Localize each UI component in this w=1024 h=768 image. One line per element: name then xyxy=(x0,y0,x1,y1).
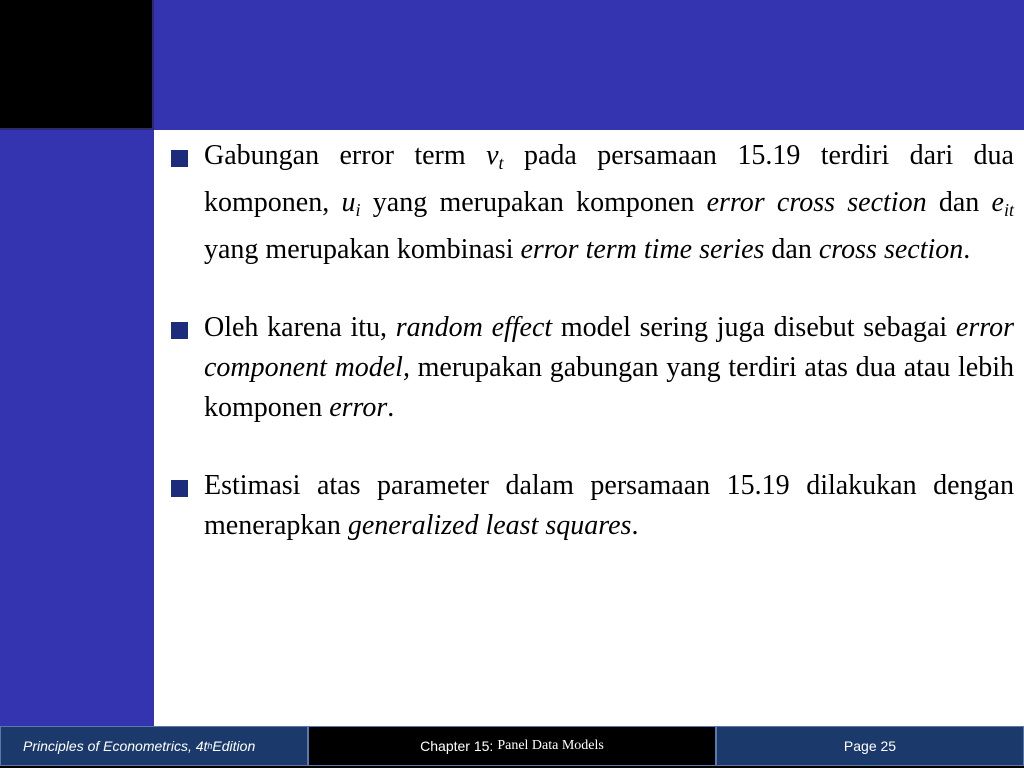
slide-content xyxy=(154,130,1024,726)
corner-block xyxy=(0,0,154,130)
bullet-item-2 xyxy=(168,308,1014,428)
text-span: Gabungan error term xyxy=(204,140,487,171)
math-v: v xyxy=(486,140,499,171)
italic-term: error cross section xyxy=(706,187,927,218)
italic-term: generalized least squares xyxy=(347,510,632,541)
text-span: . xyxy=(963,234,971,265)
footer-superscript: h xyxy=(207,741,213,751)
italic-term: error term time series xyxy=(520,234,765,265)
text-span: yang merupakan komponen xyxy=(360,187,707,218)
footer-chapter xyxy=(308,726,716,766)
math-subscript: it xyxy=(1003,200,1014,220)
math-subscript: i xyxy=(355,200,361,220)
italic-term: error xyxy=(329,392,388,423)
text-span: Estimasi atas parameter dalam persamaan 15.19 dilakukan dengan menerapkan xyxy=(204,470,1014,541)
text-span: dan xyxy=(926,187,992,218)
text-span: dan xyxy=(764,234,819,265)
bullet-item-1 xyxy=(168,136,1014,270)
text-span: . xyxy=(631,510,639,541)
italic-term: cross section xyxy=(818,234,964,265)
text-span: . xyxy=(387,392,395,423)
footer-book-text: Principles of Econometrics, 4t xyxy=(23,738,208,754)
text-span: merupakan gabungan yang terdiri atas dua atau lebih komponen xyxy=(204,352,1014,423)
text-span: model sering juga disebut sebagai xyxy=(552,312,956,343)
footer-edition-text: Edition xyxy=(212,738,256,754)
footer-book-title xyxy=(0,726,308,766)
math-e: e xyxy=(991,187,1004,218)
footer-page-number xyxy=(716,726,1024,766)
footer-bar xyxy=(0,726,1024,768)
bullet-item-3 xyxy=(168,466,1014,546)
text-span: Oleh karena itu, xyxy=(204,312,396,343)
text-span: pada persamaan 15.19 terdiri dari dua komponen, xyxy=(204,140,1014,218)
square-bullet-icon xyxy=(171,480,188,497)
square-bullet-icon xyxy=(171,150,188,167)
italic-term: error component model, xyxy=(204,312,1014,383)
text-span: yang merupakan kombinasi xyxy=(204,234,521,265)
math-subscript: t xyxy=(498,153,504,173)
square-bullet-icon xyxy=(171,322,188,339)
footer-chapter-label: Chapter 15: xyxy=(420,738,494,754)
italic-term: random effect xyxy=(395,312,553,343)
math-u: u xyxy=(341,187,356,218)
bullet-list xyxy=(168,136,1014,584)
left-side-bar xyxy=(0,130,154,726)
footer-page-text: Page 25 xyxy=(843,738,897,754)
footer-chapter-title: Panel Data Models xyxy=(497,738,604,753)
